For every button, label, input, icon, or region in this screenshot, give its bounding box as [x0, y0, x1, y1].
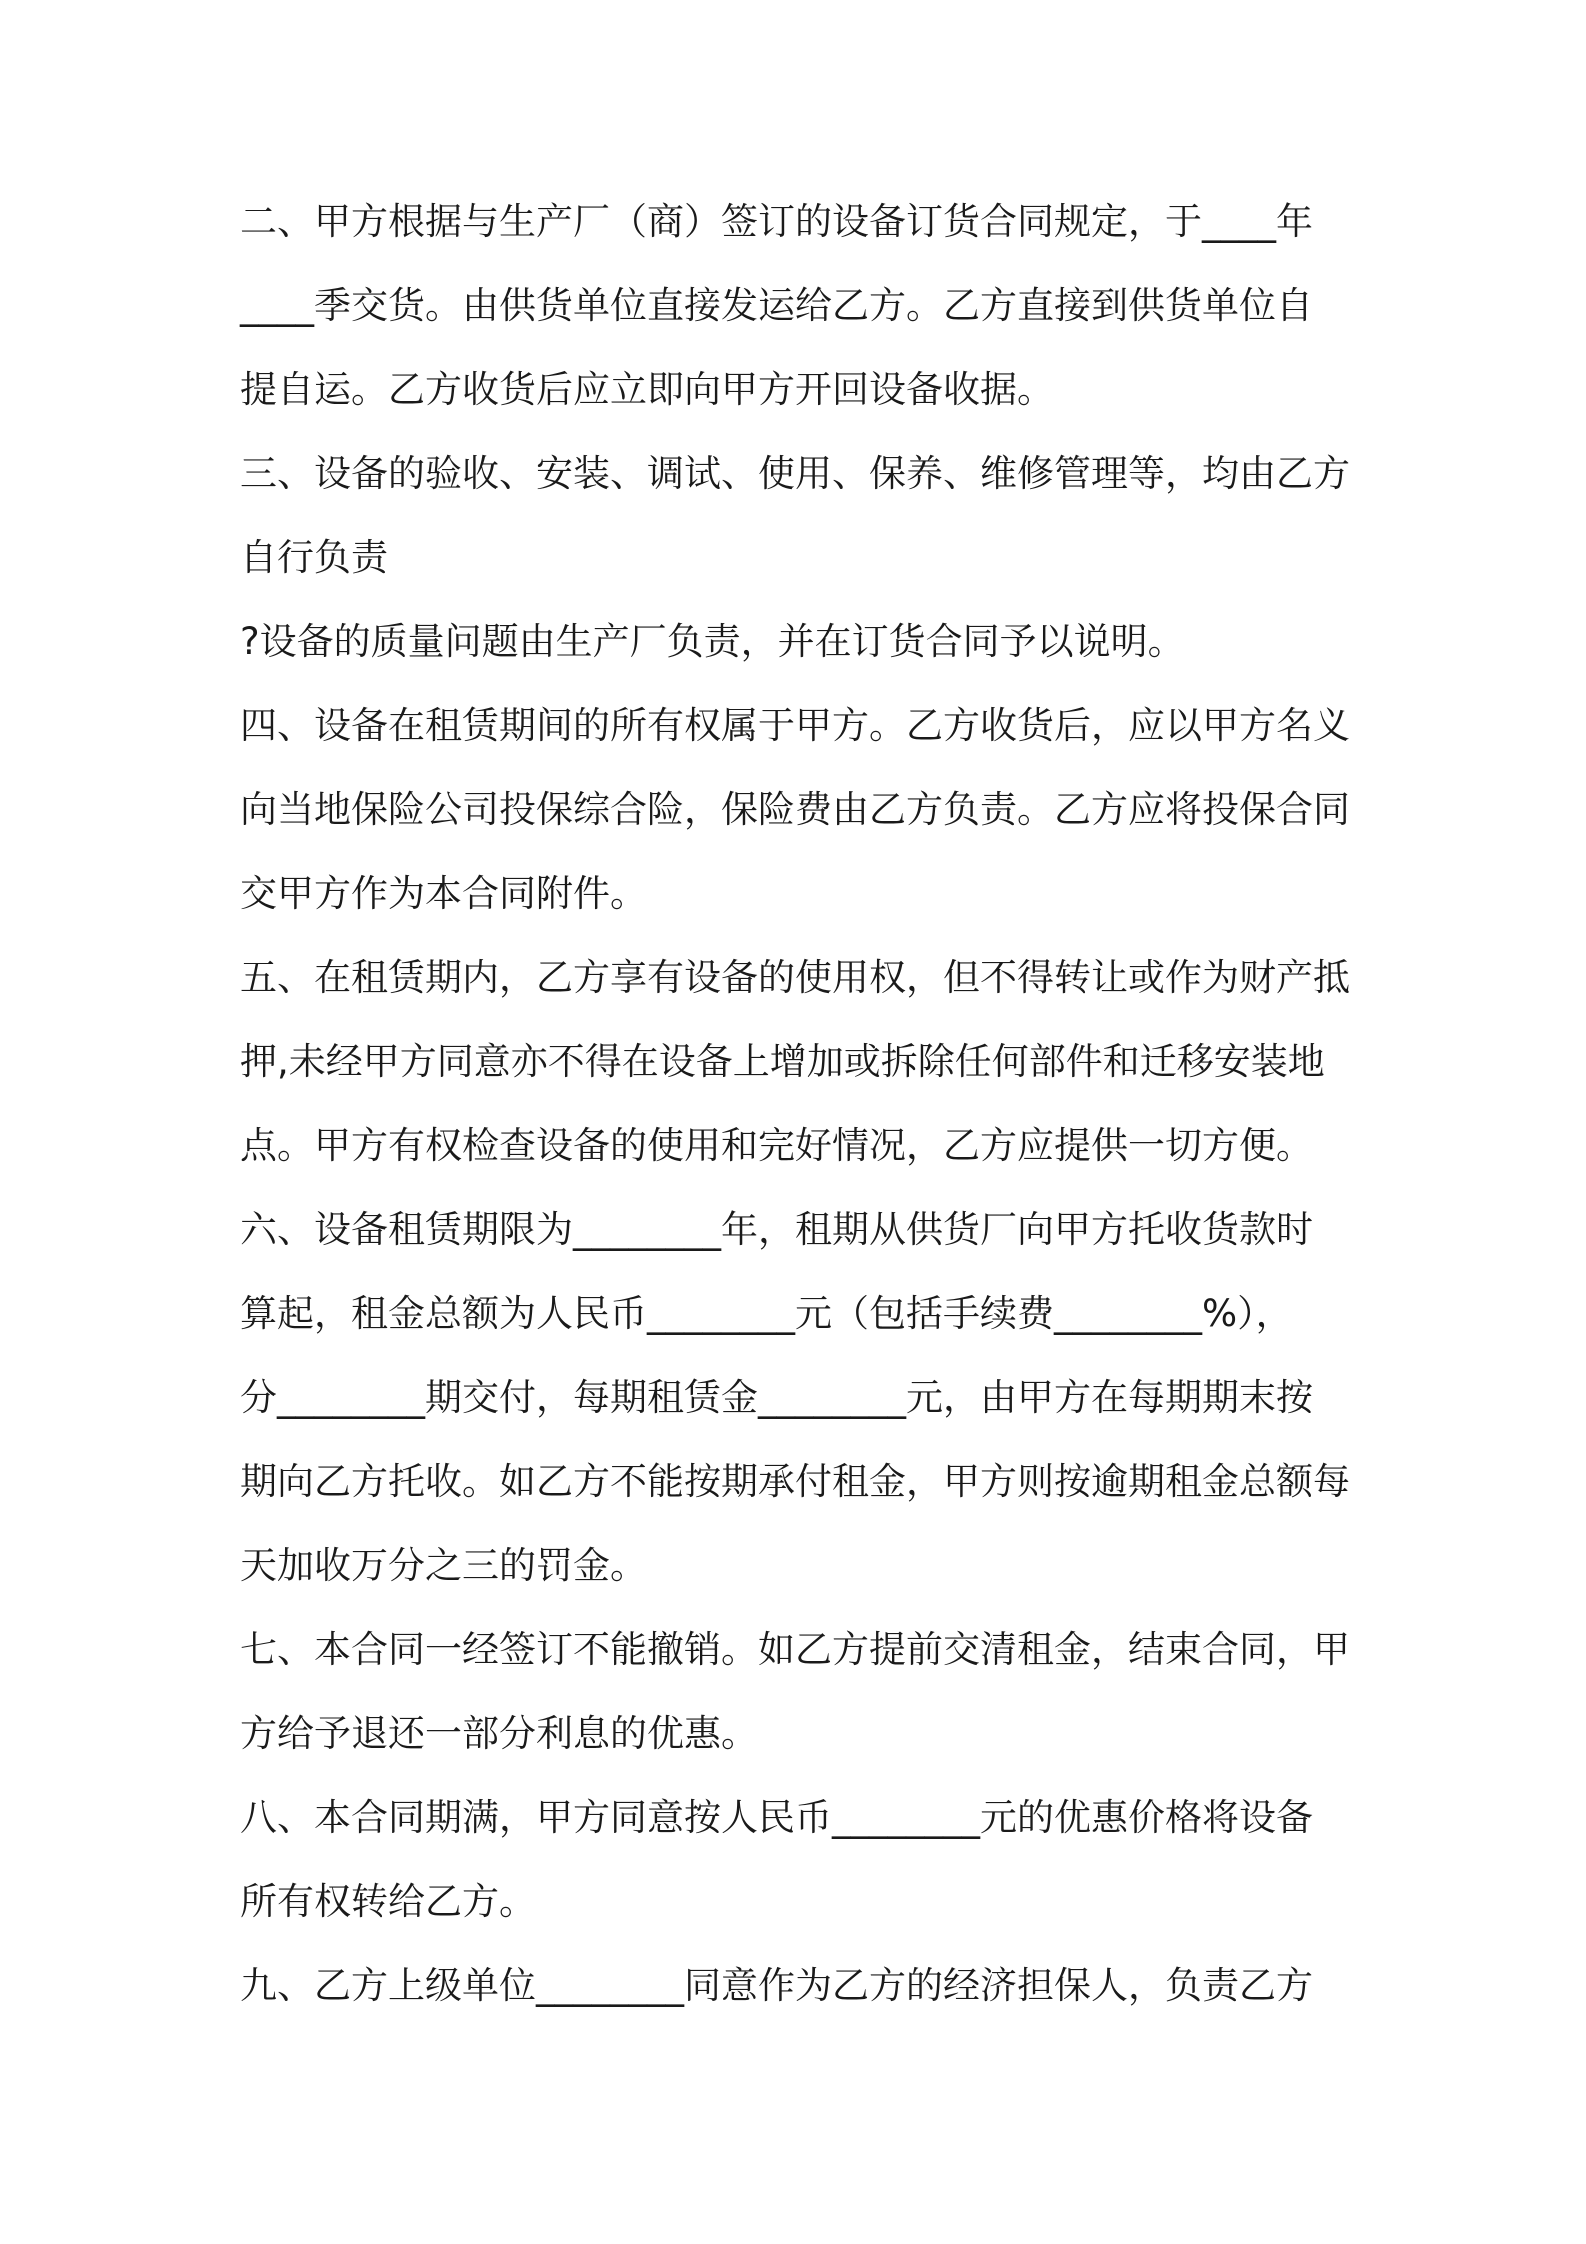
text-line: 期向乙方托收。如乙方不能按期承付租金，甲方则按逾期租金总额每: [240, 1460, 1350, 1503]
text-line: 五、在租赁期内，乙方享有设备的使用权，但不得转让或作为财产抵: [240, 956, 1350, 999]
text-line: 三、设备的验收、安装、调试、使用、保养、维修管理等，均由乙方: [240, 452, 1350, 495]
text-line: 算起，租金总额为人民币________元（包括手续费________%），: [240, 1292, 1293, 1335]
text-line: 向当地保险公司投保综合险，保险费由乙方负责。乙方应将投保合同: [240, 788, 1350, 831]
text-line: 交甲方作为本合同附件。: [240, 872, 647, 915]
text-line: 四、设备在租赁期间的所有权属于甲方。乙方收货后，应以甲方名义: [240, 704, 1350, 747]
text-line: 所有权转给乙方。: [240, 1880, 536, 1923]
text-line: 点。甲方有权检查设备的使用和完好情况，乙方应提供一切方便。: [240, 1124, 1313, 1167]
text-line: 分________期交付，每期租赁金________元，由甲方在每期期末按: [240, 1376, 1313, 1419]
contract-body: [240, 180, 1360, 2028]
text-line: 天加收万分之三的罚金。: [240, 1544, 647, 1587]
text-line: 六、设备租赁期限为________年，租期从供货厂向甲方托收货款时: [240, 1208, 1313, 1251]
text-line: 二、甲方根据与生产厂（商）签订的设备订货合同规定，于____年: [240, 200, 1313, 243]
text-line: 自行负责: [240, 536, 388, 579]
text-line: 九、乙方上级单位________同意作为乙方的经济担保人，负责乙方: [240, 1964, 1313, 2007]
text-line: ?设备的质量问题由生产厂负责，并在订货合同予以说明。: [240, 620, 1185, 663]
text-line: 提自运。乙方收货后应立即向甲方开回设备收据。: [240, 368, 1054, 411]
text-line: 方给予退还一部分利息的优惠。: [240, 1712, 758, 1755]
text-line: 押,未经甲方同意亦不得在设备上增加或拆除任何部件和迁移安装地: [240, 1040, 1325, 1083]
text-line: 八、本合同期满，甲方同意按人民币________元的优惠价格将设备: [240, 1796, 1313, 1839]
text-line: ____季交货。由供货单位直接发运给乙方。乙方直接到供货单位自: [240, 284, 1313, 327]
text-line: 七、本合同一经签订不能撤销。如乙方提前交清租金，结束合同，甲: [240, 1628, 1350, 1671]
